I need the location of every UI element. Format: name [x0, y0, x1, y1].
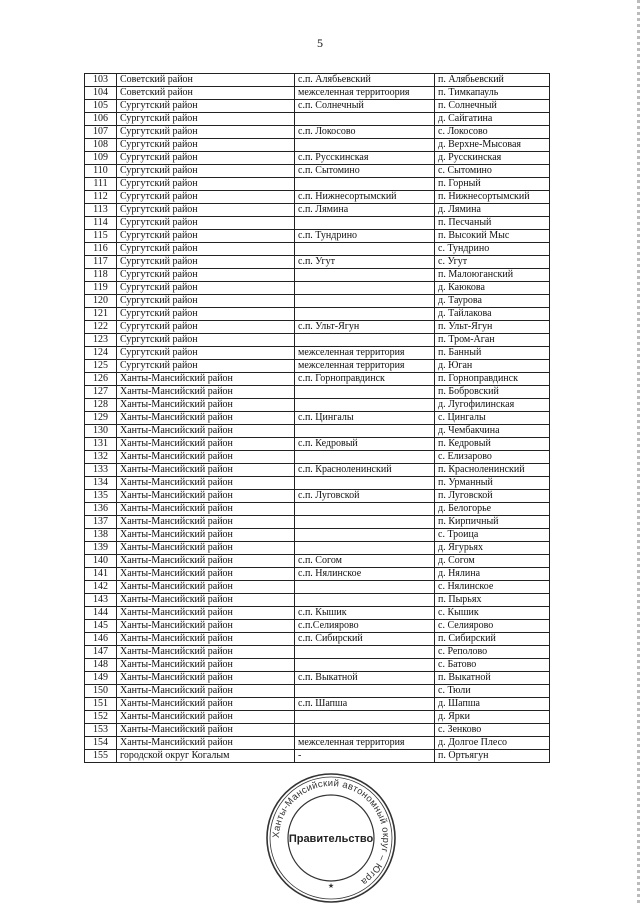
- settlement-cell: [295, 139, 435, 152]
- settlement-cell: с.п. Локосово: [295, 126, 435, 139]
- settlement-cell: [295, 243, 435, 256]
- settlement-cell: межселенная территория: [295, 737, 435, 750]
- table-row: [85, 165, 550, 178]
- locality-cell: п. Урманный: [435, 477, 550, 490]
- table-row: [85, 607, 550, 620]
- table-row: [85, 191, 550, 204]
- settlements-table: [84, 73, 550, 763]
- district-cell: Сургутский район: [117, 126, 295, 139]
- district-cell: Ханты-Мансийский район: [117, 711, 295, 724]
- row-number: 153: [85, 724, 117, 737]
- settlement-cell: с.п. Выкатной: [295, 672, 435, 685]
- row-number: 136: [85, 503, 117, 516]
- table-row: [85, 243, 550, 256]
- table-row: [85, 672, 550, 685]
- settlement-cell: с.п. Согом: [295, 555, 435, 568]
- district-cell: Ханты-Мансийский район: [117, 685, 295, 698]
- page-number: 5: [317, 36, 323, 50]
- settlement-cell: [295, 659, 435, 672]
- row-number: 120: [85, 295, 117, 308]
- locality-cell: д. Долгое Плесо: [435, 737, 550, 750]
- locality-cell: с. Батово: [435, 659, 550, 672]
- row-number: 126: [85, 373, 117, 386]
- locality-cell: д. Тайлакова: [435, 308, 550, 321]
- locality-cell: п. Тимкапауль: [435, 87, 550, 100]
- row-number: 137: [85, 516, 117, 529]
- locality-cell: с. Тюли: [435, 685, 550, 698]
- settlement-cell: [295, 399, 435, 412]
- locality-cell: с. Нялинское: [435, 581, 550, 594]
- district-cell: Ханты-Мансийский район: [117, 659, 295, 672]
- table-row: [85, 685, 550, 698]
- locality-cell: с. Сытомино: [435, 165, 550, 178]
- table-row: [85, 87, 550, 100]
- locality-cell: с. Локосово: [435, 126, 550, 139]
- row-number: 144: [85, 607, 117, 620]
- row-number: 103: [85, 74, 117, 87]
- table-row: [85, 464, 550, 477]
- settlement-cell: [295, 477, 435, 490]
- settlement-cell: с.п. Ульт-Ягун: [295, 321, 435, 334]
- svg-text:★: ★: [327, 882, 335, 890]
- district-cell: Сургутский район: [117, 256, 295, 269]
- district-cell: Сургутский район: [117, 243, 295, 256]
- row-number: 108: [85, 139, 117, 152]
- locality-cell: д. Лямина: [435, 204, 550, 217]
- district-cell: Сургутский район: [117, 100, 295, 113]
- settlement-cell: [295, 178, 435, 191]
- settlement-cell: -: [295, 750, 435, 763]
- row-number: 135: [85, 490, 117, 503]
- locality-cell: п. Горноправдинск: [435, 373, 550, 386]
- district-cell: Ханты-Мансийский район: [117, 477, 295, 490]
- table-row: [85, 750, 550, 763]
- settlement-cell: [295, 113, 435, 126]
- row-number: 132: [85, 451, 117, 464]
- locality-cell: д. Ярки: [435, 711, 550, 724]
- locality-cell: с. Троица: [435, 529, 550, 542]
- locality-cell: д. Ягурьях: [435, 542, 550, 555]
- table-row: [85, 282, 550, 295]
- locality-cell: п. Луговской: [435, 490, 550, 503]
- locality-cell: п. Высокий Мыс: [435, 230, 550, 243]
- settlement-cell: [295, 451, 435, 464]
- row-number: 124: [85, 347, 117, 360]
- table-row: [85, 724, 550, 737]
- district-cell: Ханты-Мансийский район: [117, 516, 295, 529]
- row-number: 139: [85, 542, 117, 555]
- district-cell: Ханты-Мансийский район: [117, 399, 295, 412]
- table-row: [85, 399, 550, 412]
- settlement-cell: с.п. Сибирский: [295, 633, 435, 646]
- district-cell: Ханты-Мансийский район: [117, 438, 295, 451]
- settlement-cell: межселенная территория: [295, 347, 435, 360]
- table-row: [85, 490, 550, 503]
- table-row: [85, 386, 550, 399]
- district-cell: Сургутский район: [117, 230, 295, 243]
- row-number: 116: [85, 243, 117, 256]
- settlement-cell: с.п. Лямина: [295, 204, 435, 217]
- district-cell: Ханты-Мансийский район: [117, 620, 295, 633]
- row-number: 147: [85, 646, 117, 659]
- district-cell: Ханты-Мансийский район: [117, 451, 295, 464]
- district-cell: Сургутский район: [117, 308, 295, 321]
- district-cell: Ханты-Мансийский район: [117, 412, 295, 425]
- district-cell: Сургутский район: [117, 152, 295, 165]
- locality-cell: д. Шапша: [435, 698, 550, 711]
- row-number: 128: [85, 399, 117, 412]
- locality-cell: п. Песчаный: [435, 217, 550, 230]
- settlement-cell: с.п. Кышик: [295, 607, 435, 620]
- row-number: 119: [85, 282, 117, 295]
- table-row: [85, 503, 550, 516]
- locality-cell: п. Алябьевский: [435, 74, 550, 87]
- settlement-cell: с.п. Цингалы: [295, 412, 435, 425]
- row-number: 125: [85, 360, 117, 373]
- settlement-cell: с.п. Нижнесортымский: [295, 191, 435, 204]
- locality-cell: п. Пырьях: [435, 594, 550, 607]
- settlement-cell: [295, 282, 435, 295]
- settlement-cell: [295, 594, 435, 607]
- table-row: [85, 152, 550, 165]
- settlement-cell: с.п. Русскинская: [295, 152, 435, 165]
- district-cell: Сургутский район: [117, 360, 295, 373]
- district-cell: Ханты-Мансийский район: [117, 646, 295, 659]
- table-row: [85, 126, 550, 139]
- table-row: [85, 425, 550, 438]
- settlement-cell: [295, 308, 435, 321]
- row-number: 112: [85, 191, 117, 204]
- district-cell: Сургутский район: [117, 178, 295, 191]
- row-number: 113: [85, 204, 117, 217]
- district-cell: Ханты-Мансийский район: [117, 672, 295, 685]
- settlement-cell: с.п. Шапша: [295, 698, 435, 711]
- row-number: 106: [85, 113, 117, 126]
- table-row: [85, 308, 550, 321]
- district-cell: Сургутский район: [117, 347, 295, 360]
- table-row: [85, 698, 550, 711]
- settlement-cell: [295, 724, 435, 737]
- table-row: [85, 555, 550, 568]
- district-cell: Ханты-Мансийский район: [117, 529, 295, 542]
- settlement-cell: [295, 334, 435, 347]
- table-row: [85, 139, 550, 152]
- district-cell: Сургутский район: [117, 204, 295, 217]
- locality-cell: п. Кирпичный: [435, 516, 550, 529]
- locality-cell: с. Цингалы: [435, 412, 550, 425]
- locality-cell: с. Угут: [435, 256, 550, 269]
- row-number: 105: [85, 100, 117, 113]
- table-row: [85, 646, 550, 659]
- table-row: [85, 178, 550, 191]
- district-cell: Сургутский район: [117, 113, 295, 126]
- table-row: [85, 711, 550, 724]
- district-cell: Сургутский район: [117, 282, 295, 295]
- locality-cell: п. Нижнесортымский: [435, 191, 550, 204]
- row-number: 111: [85, 178, 117, 191]
- settlement-cell: [295, 516, 435, 529]
- row-number: 104: [85, 87, 117, 100]
- row-number: 140: [85, 555, 117, 568]
- table-row: [85, 516, 550, 529]
- locality-cell: п. Красноленинский: [435, 464, 550, 477]
- locality-cell: п. Бобровский: [435, 386, 550, 399]
- district-cell: Сургутский район: [117, 321, 295, 334]
- settlement-cell: с.п. Луговской: [295, 490, 435, 503]
- settlement-cell: [295, 542, 435, 555]
- settlement-cell: с.п. Алябьевский: [295, 74, 435, 87]
- table-row: [85, 334, 550, 347]
- locality-cell: д. Согом: [435, 555, 550, 568]
- row-number: 145: [85, 620, 117, 633]
- district-cell: Ханты-Мансийский район: [117, 542, 295, 555]
- row-number: 143: [85, 594, 117, 607]
- district-cell: Ханты-Мансийский район: [117, 503, 295, 516]
- table-row: [85, 256, 550, 269]
- locality-cell: п. Сибирский: [435, 633, 550, 646]
- settlement-cell: с.п. Тундрино: [295, 230, 435, 243]
- table-row: [85, 477, 550, 490]
- district-cell: Ханты-Мансийский район: [117, 633, 295, 646]
- table-row: [85, 373, 550, 386]
- district-cell: Сургутский район: [117, 334, 295, 347]
- district-cell: Ханты-Мансийский район: [117, 373, 295, 386]
- locality-cell: п. Ортьягун: [435, 750, 550, 763]
- district-cell: Сургутский район: [117, 165, 295, 178]
- row-number: 133: [85, 464, 117, 477]
- table-row: [85, 295, 550, 308]
- locality-cell: п. Кедровый: [435, 438, 550, 451]
- locality-cell: с. Реполово: [435, 646, 550, 659]
- locality-cell: д. Юган: [435, 360, 550, 373]
- district-cell: городской округ Когалым: [117, 750, 295, 763]
- table-row: [85, 217, 550, 230]
- table-row: [85, 204, 550, 217]
- row-number: 148: [85, 659, 117, 672]
- table-row: [85, 529, 550, 542]
- row-number: 150: [85, 685, 117, 698]
- table-row: [85, 412, 550, 425]
- locality-cell: п. Ульт-Ягун: [435, 321, 550, 334]
- official-seal: [265, 772, 397, 904]
- settlement-cell: [295, 503, 435, 516]
- locality-cell: п. Тром-Аган: [435, 334, 550, 347]
- district-cell: Сургутский район: [117, 191, 295, 204]
- locality-cell: п. Выкатной: [435, 672, 550, 685]
- seal-ring-text: Ханты-Мансийский автономный округ – Югра: [270, 777, 392, 888]
- settlement-cell: с.п. Нялинское: [295, 568, 435, 581]
- district-cell: Сургутский район: [117, 217, 295, 230]
- row-number: 122: [85, 321, 117, 334]
- table-row: [85, 659, 550, 672]
- settlement-cell: с.п. Кедровый: [295, 438, 435, 451]
- settlement-cell: [295, 386, 435, 399]
- locality-cell: д. Лугофилинская: [435, 399, 550, 412]
- district-cell: Ханты-Мансийский район: [117, 555, 295, 568]
- locality-cell: д. Нялина: [435, 568, 550, 581]
- table-row: [85, 568, 550, 581]
- locality-cell: д. Чембакчина: [435, 425, 550, 438]
- row-number: 115: [85, 230, 117, 243]
- row-number: 114: [85, 217, 117, 230]
- locality-cell: п. Малоюганский: [435, 269, 550, 282]
- district-cell: Ханты-Мансийский район: [117, 724, 295, 737]
- settlement-cell: с.п. Солнечный: [295, 100, 435, 113]
- locality-cell: с. Тундрино: [435, 243, 550, 256]
- table-row: [85, 269, 550, 282]
- row-number: 107: [85, 126, 117, 139]
- locality-cell: с. Селиярово: [435, 620, 550, 633]
- settlement-cell: [295, 685, 435, 698]
- locality-cell: п. Банный: [435, 347, 550, 360]
- table-row: [85, 438, 550, 451]
- settlement-cell: [295, 295, 435, 308]
- settlement-cell: с.п. Красноленинский: [295, 464, 435, 477]
- table-row: [85, 451, 550, 464]
- row-number: 146: [85, 633, 117, 646]
- district-cell: Ханты-Мансийский район: [117, 737, 295, 750]
- row-number: 123: [85, 334, 117, 347]
- district-cell: Ханты-Мансийский район: [117, 581, 295, 594]
- row-number: 154: [85, 737, 117, 750]
- district-cell: Ханты-Мансийский район: [117, 698, 295, 711]
- district-cell: Ханты-Мансийский район: [117, 386, 295, 399]
- locality-cell: п. Горный: [435, 178, 550, 191]
- settlement-cell: [295, 646, 435, 659]
- settlement-cell: [295, 425, 435, 438]
- settlement-cell: [295, 581, 435, 594]
- locality-cell: п. Солнечный: [435, 100, 550, 113]
- settlement-cell: [295, 529, 435, 542]
- row-number: 142: [85, 581, 117, 594]
- settlement-cell: [295, 269, 435, 282]
- district-cell: Сургутский район: [117, 139, 295, 152]
- table-row: [85, 737, 550, 750]
- row-number: 127: [85, 386, 117, 399]
- district-cell: Ханты-Мансийский район: [117, 425, 295, 438]
- table-row: [85, 230, 550, 243]
- locality-cell: д. Русскинская: [435, 152, 550, 165]
- settlement-cell: межселенная территория: [295, 360, 435, 373]
- district-cell: Ханты-Мансийский район: [117, 464, 295, 477]
- row-number: 152: [85, 711, 117, 724]
- district-cell: Ханты-Мансийский район: [117, 490, 295, 503]
- locality-cell: д. Каюкова: [435, 282, 550, 295]
- row-number: 129: [85, 412, 117, 425]
- row-number: 138: [85, 529, 117, 542]
- row-number: 109: [85, 152, 117, 165]
- row-number: 131: [85, 438, 117, 451]
- district-cell: Советский район: [117, 87, 295, 100]
- settlement-cell: [295, 217, 435, 230]
- district-cell: Сургутский район: [117, 295, 295, 308]
- row-number: 155: [85, 750, 117, 763]
- locality-cell: с. Кышик: [435, 607, 550, 620]
- locality-cell: д. Верхне-Мысовая: [435, 139, 550, 152]
- district-cell: Ханты-Мансийский район: [117, 607, 295, 620]
- row-number: 118: [85, 269, 117, 282]
- settlement-cell: с.п. Сытомино: [295, 165, 435, 178]
- row-number: 151: [85, 698, 117, 711]
- locality-cell: д. Таурова: [435, 295, 550, 308]
- row-number: 110: [85, 165, 117, 178]
- locality-cell: д. Сайгатина: [435, 113, 550, 126]
- table-row: [85, 633, 550, 646]
- seal-center-text: Правительство: [288, 833, 374, 845]
- district-cell: Советский район: [117, 74, 295, 87]
- district-cell: Ханты-Мансийский район: [117, 594, 295, 607]
- table-row: [85, 594, 550, 607]
- row-number: 149: [85, 672, 117, 685]
- table-row: [85, 620, 550, 633]
- row-number: 117: [85, 256, 117, 269]
- settlement-cell: межселенная территоория: [295, 87, 435, 100]
- table-row: [85, 321, 550, 334]
- table-row: [85, 74, 550, 87]
- settlement-cell: [295, 711, 435, 724]
- table-row: [85, 347, 550, 360]
- table-row: [85, 581, 550, 594]
- settlement-cell: с.п.Селиярово: [295, 620, 435, 633]
- row-number: 121: [85, 308, 117, 321]
- row-number: 141: [85, 568, 117, 581]
- district-cell: Сургутский район: [117, 269, 295, 282]
- table-row: [85, 113, 550, 126]
- settlement-cell: с.п. Горноправдинск: [295, 373, 435, 386]
- row-number: 134: [85, 477, 117, 490]
- settlement-cell: с.п. Угут: [295, 256, 435, 269]
- locality-cell: с. Елизарово: [435, 451, 550, 464]
- table-row: [85, 542, 550, 555]
- locality-cell: д. Белогорье: [435, 503, 550, 516]
- row-number: 130: [85, 425, 117, 438]
- district-cell: Ханты-Мансийский район: [117, 568, 295, 581]
- table-row: [85, 100, 550, 113]
- table-row: [85, 360, 550, 373]
- locality-cell: с. Зенково: [435, 724, 550, 737]
